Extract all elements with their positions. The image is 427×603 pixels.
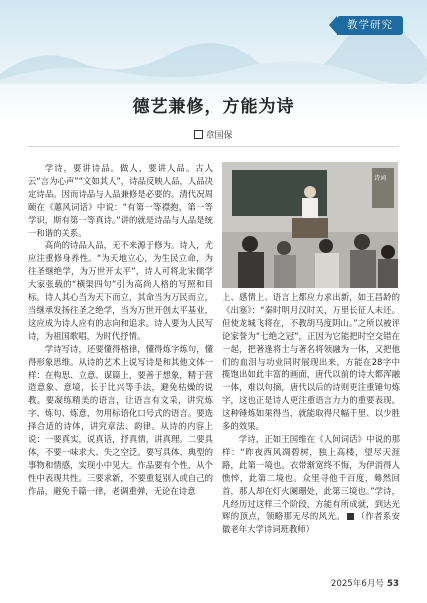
- paragraph-text: 学诗，正如王国维在《人间词话》中说的那样：“昨夜西风凋碧树，独上高楼，望尽天涯路，此第一境也。衣带渐宽终不悔，为伊消得人憔悴，此第二境也。众里寻他千百度，蓦然回首，那人却在灯火阑珊处，此第三境也。”学诗，凡经历过这样三个阶段，方能有所成就，到达光辉的顶点，领略那无尽的风光。: [222, 433, 400, 522]
- title-divider: [28, 146, 399, 147]
- paragraph: 学诗写诗，还要懂得格律，懂得炼字炼句，懂得形象思维。从诗的艺术上说写诗是和其他文体一样：在构思、立意、谋篇上，要善于想象，精于营造意象、意境，长于比兴等手法，避免枯燥的说教。要凝练精美的语言，让语言有文采，讲究炼字、炼句、炼意，勿用标语化口号式的语言。要选择合适的诗体，讲究章法、韵律。从诗的内容上说：一要真实，说真话，抒真情，讲真理。二要具体，不要一味求大、失之空泛。要写具体、典型的事物和情感，实现小中见大。作品要有个性，从个性中表现共性。三要求新，不要重复别人或自己的作品，避免千篇一律，老调重弹，无论在诗意: [28, 343, 213, 496]
- issue-date: 2025年6月号: [330, 579, 385, 589]
- article-author: [0, 128, 427, 141]
- author-signature: （作者系安徽老年大学诗词班教师）: [222, 511, 401, 535]
- board-text: 诗词: [374, 175, 387, 182]
- end-mark-icon: [347, 513, 354, 520]
- section-tag: 教学研究: [337, 16, 403, 35]
- paragraph: 上、感情上、语言上都应力求出新，如王昌龄的《出塞》：“秦时明月汉时关，万里长征人未还。但使龙城飞将在，不教胡马度阴山。”之所以被评论家誉为“七绝之冠”，正因为它能把时空交错在一起，把著逢将士与著名将领融为一体，又把他们的血泪与功业同时展现出来，方能在28字中揽饱出如此丰富的画面，唐代以前的诗大都浑融一体，难以句摘，唐代以后的诗则更注重锤句炼字，这也正是诗人更注重语言力力的重要表现。这种锤炼如果得当，就能取得尺幅千里、以少胜多的效果。: [222, 292, 400, 432]
- paragraph-last: [222, 433, 400, 536]
- page-footer: [331, 577, 399, 589]
- page-number: 53: [387, 579, 399, 589]
- author-square-icon: [194, 130, 203, 139]
- classroom-photo: [222, 162, 398, 288]
- article-title: 德艺兼修，方能为诗: [132, 97, 295, 117]
- paragraph: 高尚的诗品人品，无不来源于修为。诗人，尤应注重修身养性。“为天地立心，为生民立命，为往圣继绝学，为万世开太平”，诗人可将北宋儒学大家张载的“横渠四句”引为高尚人格的写照和目标。诗人其心当为天下而立，其命当为万民而立，当继承发扬往圣之绝学，当为万世开创太平基业，这应成为诗人应有的志向和追求。诗人要为人民写诗，为祖国歌唱，为时代抒情。: [28, 240, 213, 341]
- right-column: [222, 291, 400, 536]
- author-name: 章国保: [205, 131, 233, 141]
- paragraph: 学诗，要讲诗品。做人，要讲人品。古人云“言为心声”“文如其人”，诗品反映人品，人品决定诗品。因而诗品与人品兼修是必要的。清代况周颐在《蕙风词话》中说：“有第一等襟抱，第一等学识，斯有第一等真诗。”讲的就是诗品与人品是统一和谐的关系。: [28, 163, 213, 238]
- left-column: [28, 162, 213, 498]
- classroom-illustration: [222, 162, 398, 288]
